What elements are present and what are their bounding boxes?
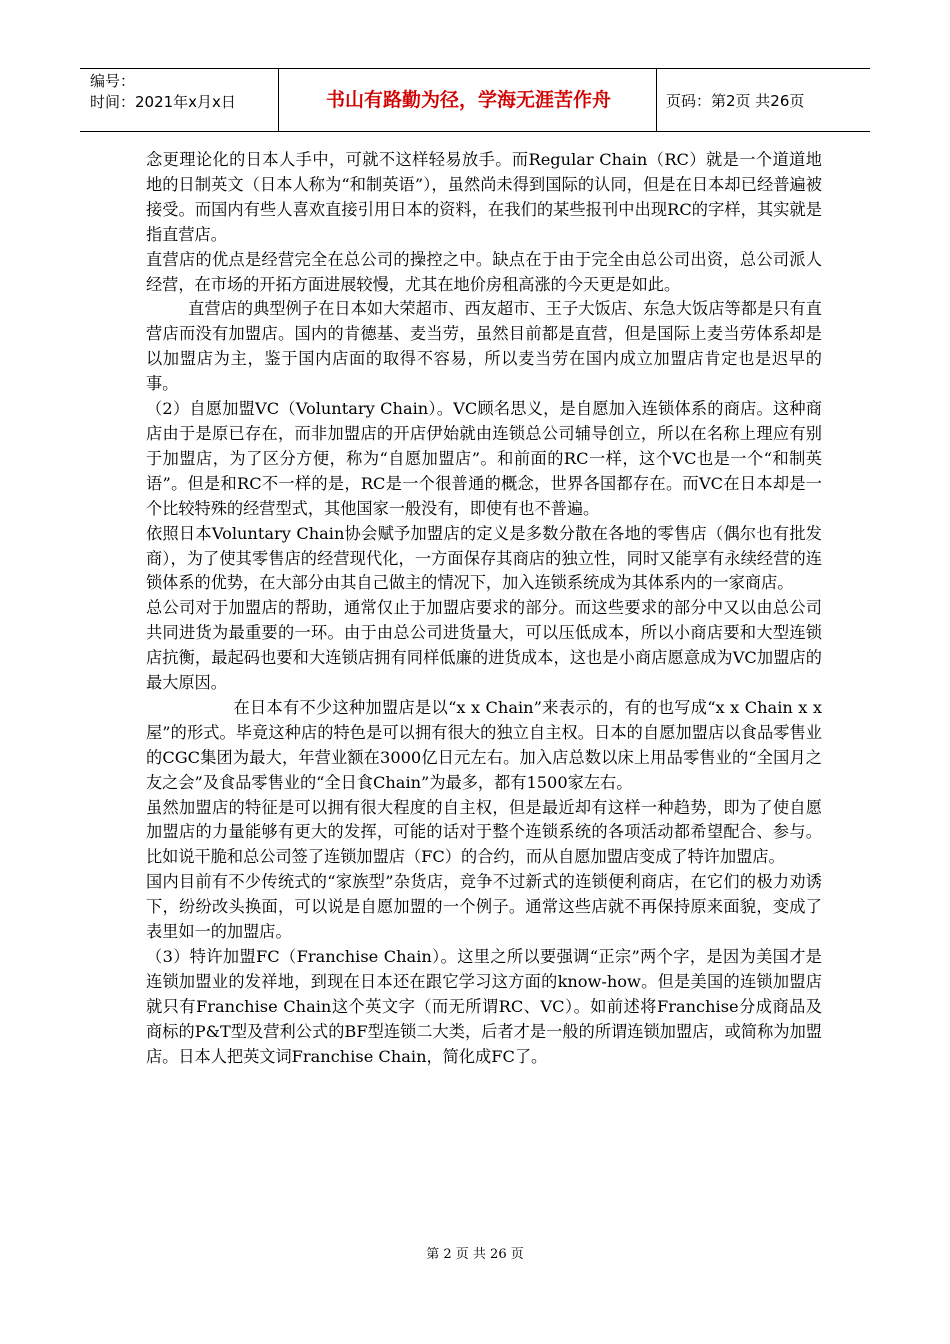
header-divider-right [656, 69, 657, 131]
paragraph-3: 直营店的典型例子在日本如大荣超市、西友超市、王子大饭店、东急大饭店等都是只有直营店而没有加盟店。国内的肯德基、麦当劳，虽然目前都是直营，但是国际上麦当劳体系却是以加盟店为主，鉴于国内店面的取得不容易，所以麦当劳在国内成立加盟店肯定也是迟早的事。 [146, 299, 822, 394]
paragraph-8: 虽然加盟店的特征是可以拥有很大程度的自主权，但是最近却有这样一种趋势，即为了使自愿加盟店的力量能够有更大的发挥，可能的话对于整个连锁系统的各项活动都希望配合、参与。比如说干脆和总公司签了连锁加盟店（FC）的合约，而从自愿加盟店变成了特许加盟店。 [146, 797, 822, 867]
paragraph-10: （3）特许加盟FC（Franchise Chain）。这里之所以要强调“正宗”两个字，是因为美国才是连锁加盟业的发祥地，到现在日本还在跟它学习这方面的know-how。但是美国的连锁加盟店就只有Franchise Chain这个英文字（而无所谓RC、VC）。如前述将Franchise分成商品及商标的P&T型及营利公式的BF型连锁二大类，后者才是一般的所谓连锁加盟店，或简称为加盟店。日本人把英文词Franchise Chain，简化成FC了。 [146, 947, 822, 1066]
page-footer: 第 2 页 共 26 页 [426, 1247, 524, 1262]
header-meta [90, 71, 236, 113]
paragraph-5: 依照日本Voluntary Chain协会赋予加盟店的定义是多数分散在各地的零售店（偶尔也有批发商），为了使其零售店的经营现代化，一方面保存其商店的独立性，同时又能享有永续经营的连锁体系的优势，在大部分由其自己做主的情况下，加入连锁系统成为其体系内的一家商店。 [146, 523, 822, 593]
serial-number-label: 编号： [90, 72, 136, 90]
paragraph-1: 念更理论化的日本人手中，可就不这样轻易放手。而Regular Chain（RC）就是一个道道地地的日制英文（日本人称为“和制英语”），虽然尚未得到国际的认同，但是在日本却已经普遍被接受。而国内有些人喜欢直接引用日本的资料，在我们的某些报刊中出现RC的字样，其实就是指直营店。 [146, 150, 822, 244]
header-divider-left [278, 69, 279, 131]
paragraph-7: 在日本有不少这种加盟店是以“x x Chain”来表示的，有的也写成“x x Chain x x屋”的形式。毕竟这种店的特色是可以拥有很大的独立自主权。日本的自愿加盟店以食品零售业的CGC集团为最大，年营业额在3000亿日元左右。加入店总数以床上用品零售业的“全国月之友之会”及食品零售业的“全日食Chain”为最多，都有1500家左右。 [146, 697, 822, 792]
header-motto: 书山有路勤为径，学海无涯苦作舟 [325, 89, 611, 111]
page-header [80, 68, 870, 132]
document-body [146, 148, 822, 1070]
paragraph-4: （2）自愿加盟VC（Voluntary Chain）。VC顾名思义，是自愿加入连锁体系的商店。这种商店由于是原已存在，而非加盟店的开店伊始就由连锁总公司辅导创立，所以在名称上理应有别于加盟店，为了区分方便，称为“自愿加盟店”。和前面的RC一样，这个VC也是一个“和制英语”。但是和RC不一样的是，RC是一个很普通的概念，世界各国都存在。而VC在日本却是一个比较特殊的经营型式，其他国家一般没有，即使有也不普遍。 [146, 399, 822, 518]
time-label: 时间：2021年x月x日 [90, 93, 236, 111]
paragraph-6: 总公司对于加盟店的帮助，通常仅止于加盟店要求的部分。而这些要求的部分中又以由总公司共同进货为最重要的一环。由于由总公司进货量大，可以压低成本，所以小商店要和大型连锁店抗衡，最起码也要和大连锁店拥有同样低廉的进货成本，这也是小商店愿意成为VC加盟店的最大原因。 [146, 598, 822, 693]
paragraph-9: 国内目前有不少传统式的“家族型”杂货店，竞争不过新式的连锁便利商店，在它们的极力劝诱下，纷纷改头换面，可以说是自愿加盟的一个例子。通常这些店就不再保持原来面貌，变成了表里如一的加盟店。 [146, 872, 822, 942]
header-page-number: 页码：第2页 共26页 [666, 92, 805, 110]
paragraph-2: 直营店的优点是经营完全在总公司的操控之中。缺点在于由于完全由总公司出资，总公司派人经营，在市场的开拓方面进展较慢，尤其在地价房租高涨的今天更是如此。 [146, 249, 822, 294]
